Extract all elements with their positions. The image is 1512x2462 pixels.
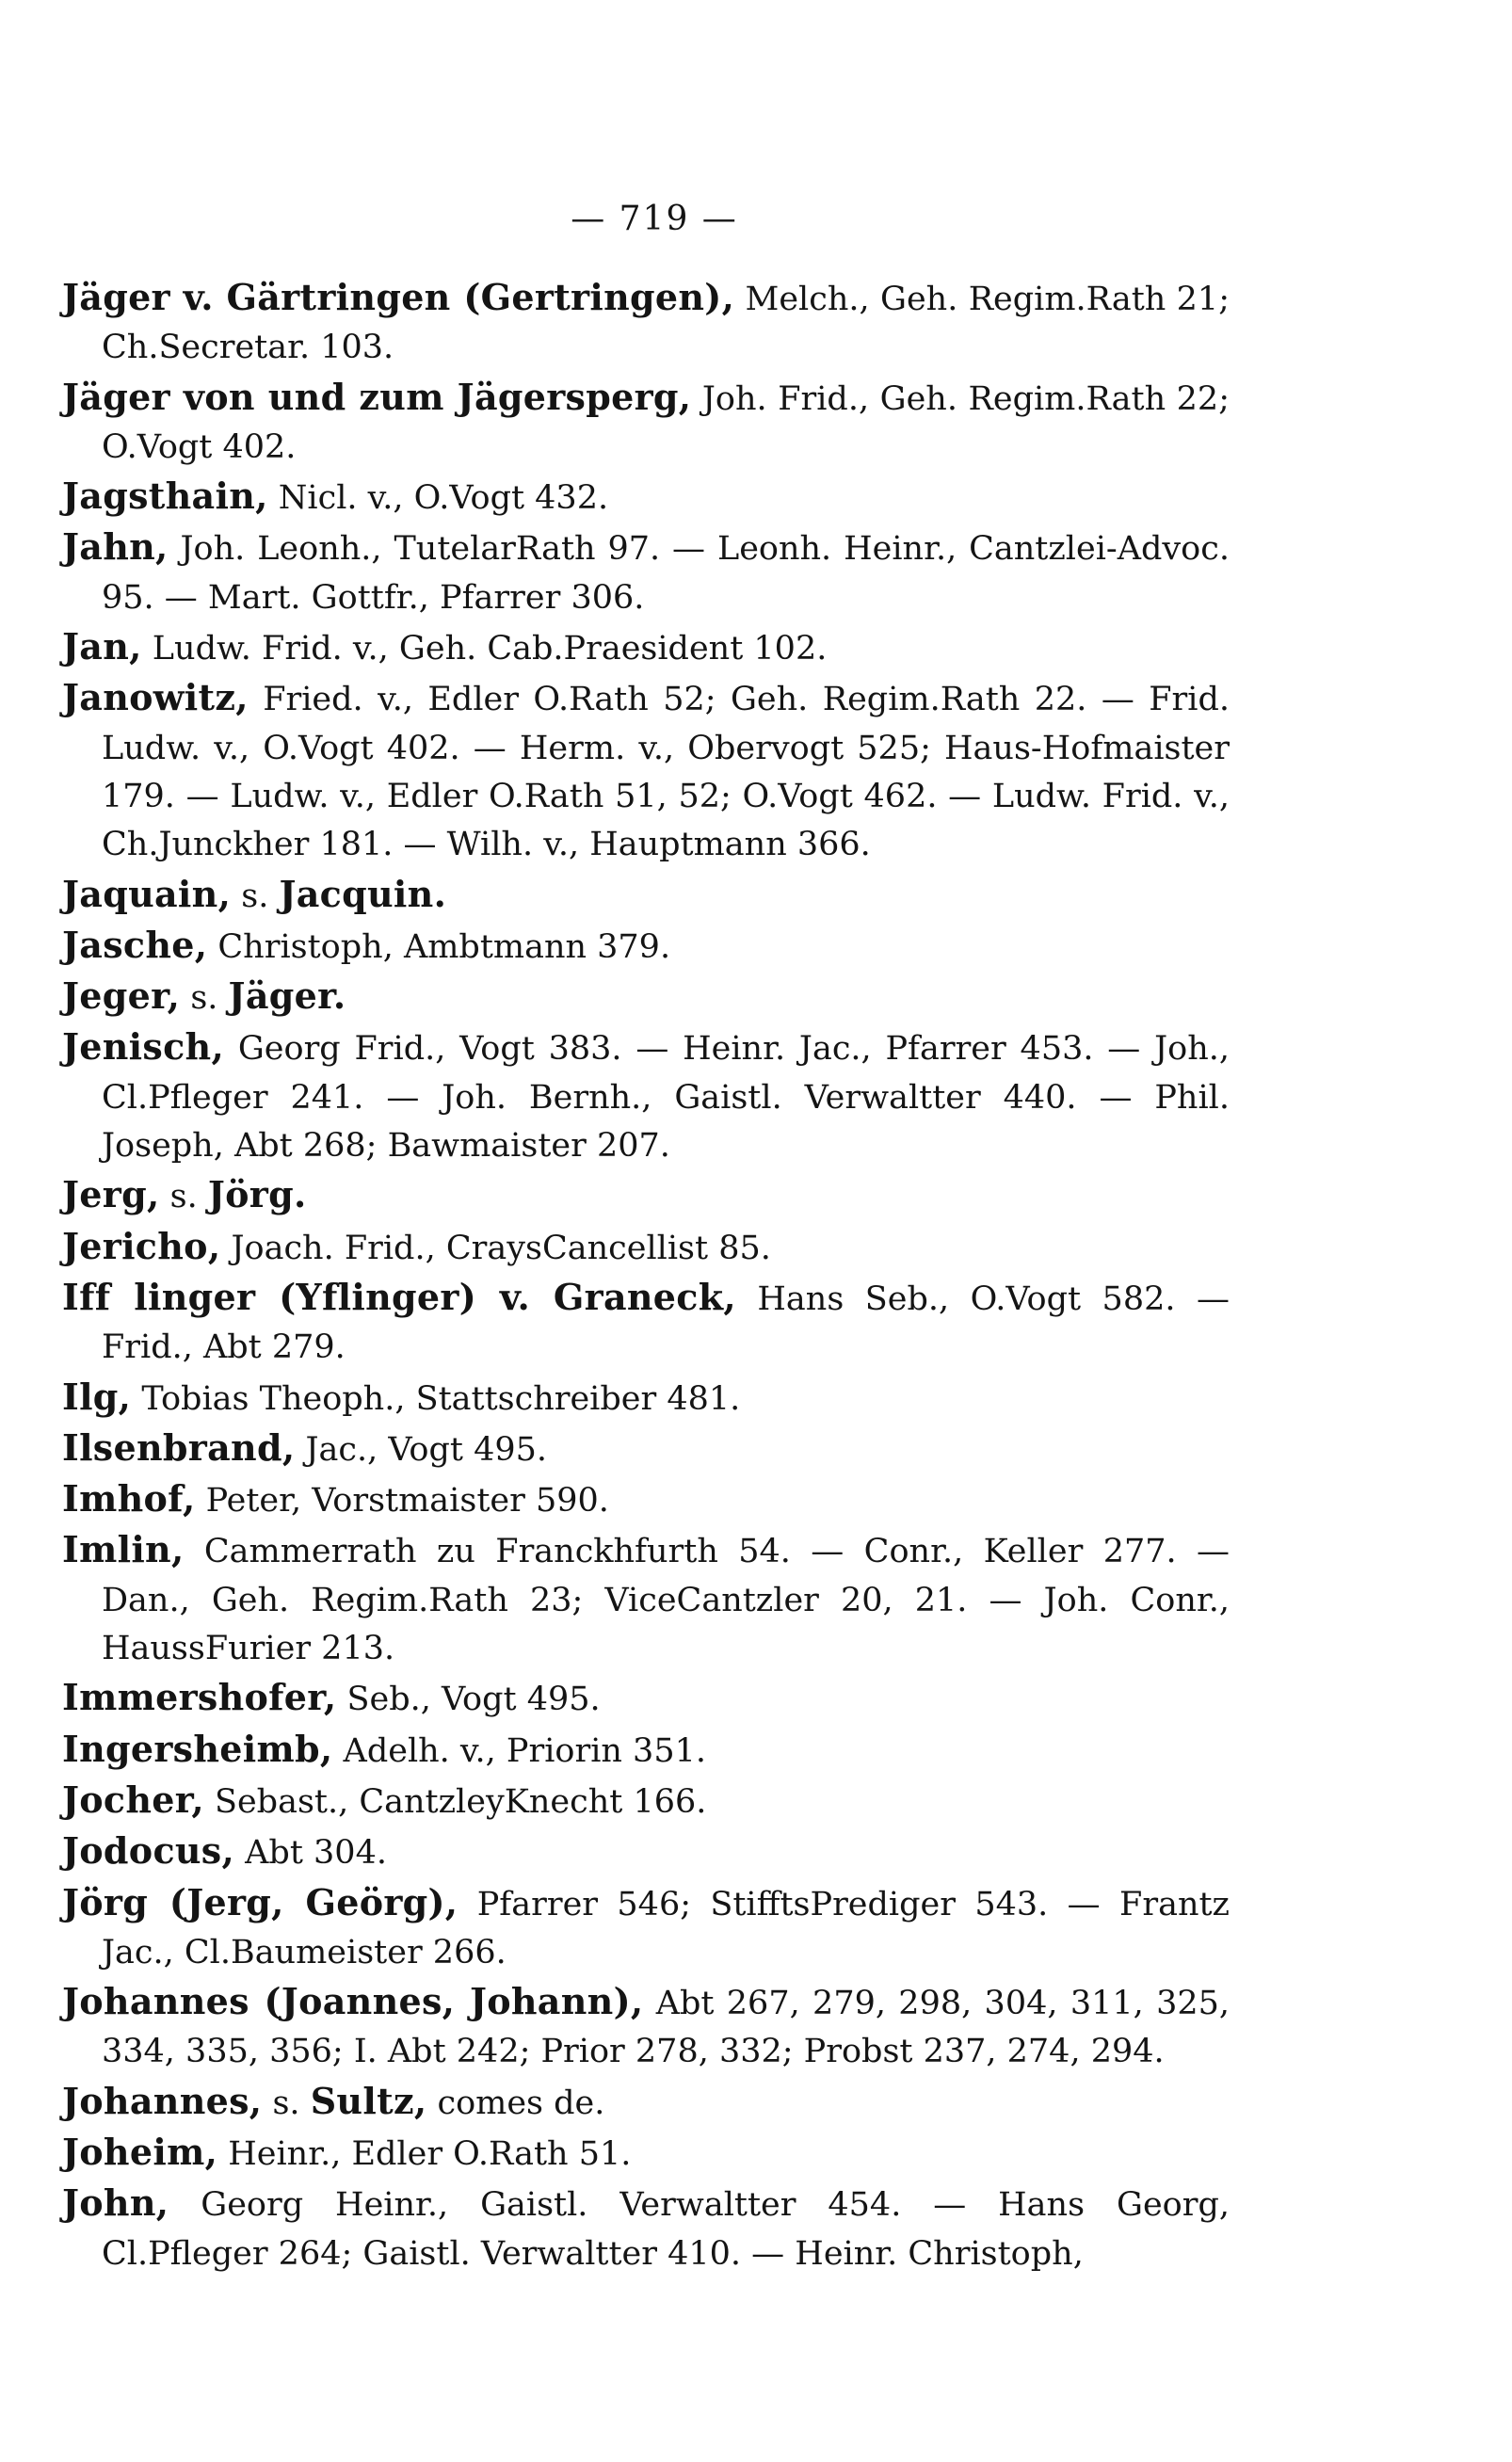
entry-headword: Jan,: [62, 625, 142, 668]
entry-text: Joh. Leonh., TutelarRath 97. — Leonh. Heinr., Cantzlei-Advoc. 95. — Mart. Gottfr., Pfarrer 306.: [102, 530, 1230, 617]
entry-headword: Ingersheimb,: [62, 1727, 333, 1770]
index-entry: [62, 1725, 1230, 1776]
entry-headword: Jagsthain,: [62, 475, 268, 518]
entry-headword: Joheim,: [62, 2130, 218, 2173]
entry-cross-reference: Jörg.: [207, 1173, 307, 1216]
index-entry: [62, 1776, 1230, 1826]
index-entry: [62, 2077, 1230, 2128]
index-entry: [62, 1222, 1230, 1273]
index-entry: [62, 1373, 1230, 1424]
entry-text: Abt 267, 279, 298, 304, 311, 325, 334, 335, 356; I. Abt 242; Prior 278, 332; Probst 237, 274, 294.: [102, 1985, 1231, 2071]
entry-text: Pfarrer 546; StifftsPrediger 543. — Frantz Jac., Cl.Baumeister 266.: [102, 1885, 1230, 1971]
entry-headword: Imlin,: [62, 1528, 185, 1571]
entry-text: Abt 304.: [234, 1834, 387, 1873]
index-entry: [62, 921, 1230, 972]
entry-text: Tobias Theoph., Stattschreiber 481.: [131, 1379, 741, 1418]
entry-cross-reference: Jäger.: [228, 974, 346, 1018]
entry-headword: Imhof,: [62, 1477, 196, 1521]
index-entry: [62, 1424, 1230, 1474]
index-entry: [62, 1474, 1230, 1525]
index-entry: [62, 673, 1230, 869]
entry-text: Heinr., Edler O.Rath 51.: [217, 2134, 632, 2173]
entry-text: Peter, Vorstmaister 590.: [195, 1482, 609, 1521]
entry-text: Jac., Vogt 495.: [295, 1430, 548, 1469]
entry-headword: Janowitz,: [62, 676, 249, 719]
entry-headword: John,: [62, 2181, 169, 2225]
entry-text: Nicl. v., O.Vogt 432.: [267, 479, 609, 518]
index-entry: [62, 373, 1230, 473]
entry-text: Cammerrath zu Franckhfurth 54. — Conr., Keller 277. — Dan., Geh. Regim.Rath 23; ViceCantzler 20, 21. — Joh. Conr., HaussFurier 213.: [102, 1533, 1230, 1668]
entry-cross-reference: Sultz,: [310, 2079, 427, 2122]
entry-text-after: comes de.: [426, 2084, 605, 2122]
entry-headword: Jahn,: [62, 525, 169, 569]
entry-headword: Immershofer,: [62, 1676, 337, 1719]
entry-headword: Jeger,: [62, 974, 181, 1018]
entry-text: Sebast., CantzleyKnecht 166.: [203, 1782, 707, 1821]
index-entry: [62, 1525, 1230, 1673]
entry-text: Christoph, Ambtmann 379.: [207, 927, 671, 966]
entry-text: Hans Seb., O.Vogt 582. — Frid., Abt 279.: [102, 1279, 1230, 1367]
index-entry: [62, 1977, 1230, 2077]
index-entry: [62, 2179, 1230, 2278]
index-entry: [62, 1878, 1230, 1978]
index-entry: [62, 2128, 1230, 2179]
index-entry: [62, 523, 1230, 622]
entry-text: Georg Heinr., Gaistl. Verwaltter 454. — Hans Georg, Cl.Pfleger 264; Gaistl. Verwaltter 410. — Heinr. Christoph,: [102, 2186, 1230, 2273]
index-entry: [62, 1273, 1230, 1373]
index-entry: [62, 1022, 1230, 1170]
entry-text: s.: [262, 2084, 311, 2122]
entry-headword: Ilg,: [62, 1375, 132, 1418]
index-entries: [62, 273, 1230, 2278]
index-entry: [62, 870, 1230, 921]
entry-cross-reference: Jacquin.: [279, 872, 447, 915]
entry-text: Fried. v., Edler O.Rath 52; Geh. Regim.Rath 22. — Frid. Ludw. v., O.Vogt 402. — Herm. v., Obervogt 525; Haus-Hofmaister 179. — Ludw. v., Edler O.Rath 51, 52; O.Vogt 462. — Ludw. Frid. v., Ch.Junckher 181. — Wilh. v., Hauptmann 366.: [102, 681, 1230, 864]
entry-text: Melch., Geh. Regim.Rath 21; Ch.Secretar. 103.: [102, 281, 1230, 367]
entry-headword: Jenisch,: [62, 1025, 225, 1069]
index-entry: [62, 622, 1230, 673]
index-entry: [62, 472, 1230, 523]
entry-headword: Ilsenbrand,: [62, 1425, 296, 1469]
entry-text: Adelh. v., Priorin 351.: [332, 1731, 706, 1770]
index-entry: [62, 1170, 1230, 1221]
entry-text: Georg Frid., Vogt 383. — Heinr. Jac., Pfarrer 453. — Joh., Cl.Pfleger 241. — Joh. Bernh., Gaistl. Verwaltter 440. — Phil. Joseph, Abt 268; Bawmaister 207.: [102, 1030, 1230, 1166]
entry-headword: Iff linger (Yflinger) v. Graneck,: [62, 1275, 736, 1318]
entry-headword: Jocher,: [62, 1778, 204, 1821]
index-entry: [62, 972, 1230, 1022]
entry-headword: Jörg (Jerg, Geörg),: [62, 1880, 458, 1923]
entry-text: Seb., Vogt 495.: [336, 1681, 601, 1719]
entry-headword: Jerg,: [62, 1173, 160, 1216]
entry-text: s.: [159, 1178, 208, 1216]
entry-headword: Jodocus,: [62, 1829, 235, 1873]
entry-headword: Jasche,: [62, 923, 208, 966]
index-entry: [62, 1673, 1230, 1724]
entry-text: s.: [231, 877, 280, 915]
entry-text: Joach. Frid., CraysCancellist 85.: [220, 1229, 771, 1267]
entry-headword: Jaquain,: [62, 872, 232, 915]
index-entry: [62, 1826, 1230, 1877]
entry-headword: Jericho,: [62, 1224, 221, 1267]
entry-headword: Johannes (Joannes, Johann),: [62, 1980, 644, 2023]
entry-headword: Jäger von und zum Jägersperg,: [62, 375, 692, 418]
entry-headword: Jäger v. Gärtringen (Gertringen),: [62, 276, 735, 318]
entry-headword: Johannes,: [62, 2079, 263, 2122]
entry-text: s.: [180, 979, 229, 1018]
entry-text: Ludw. Frid. v., Geh. Cab.Praesident 102.: [141, 630, 828, 668]
page-number: — 719 —: [571, 200, 738, 238]
index-entry: [62, 273, 1230, 373]
entry-text: Joh. Frid., Geh. Regim.Rath 22; O.Vogt 402.: [102, 379, 1230, 466]
